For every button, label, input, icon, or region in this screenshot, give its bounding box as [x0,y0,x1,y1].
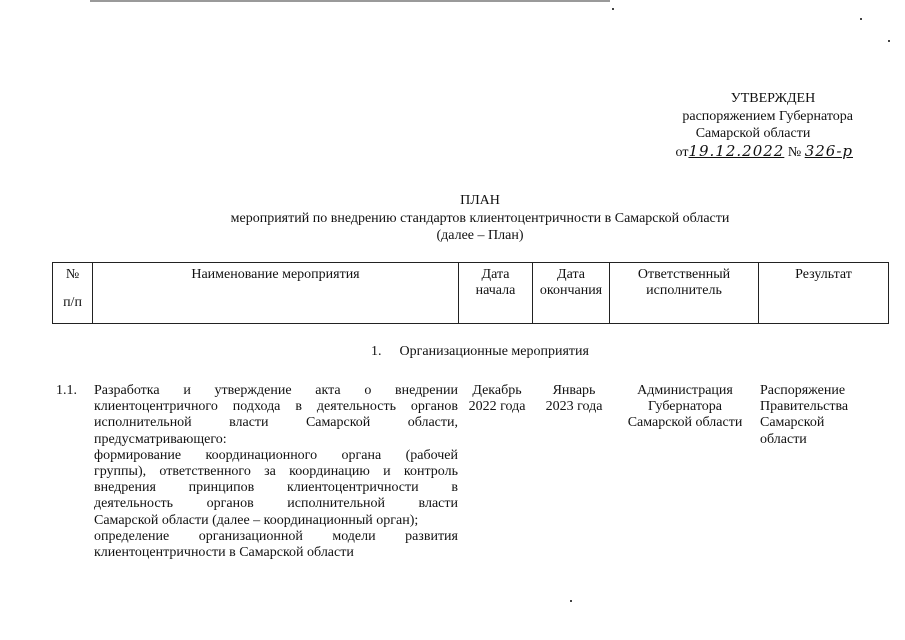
scan-speck [860,18,862,20]
row-name: Разработка и утверждение акта о внедрении клиентоцентричного подхода в деятельность органов исполнительной власти Самарской области, предусматривающего: формирование координационного органа (рабочей группы), ответственного за координацию и контроль внедрения принципов клиентоцентричности в деятельность органов исполнительной власти Самарской области (далее – координационный орган); определение организационной модели развития клиентоцентричности в Самарской области [94,383,458,561]
top-edge-line [90,0,610,2]
header-end: Дата окончания [533,263,610,324]
approval-line-2: Самарской области [695,126,811,141]
number-prefix: № [787,144,802,160]
document-note: (далее – План) [436,228,524,243]
document-title-block [0,192,905,245]
approval-block [593,90,853,161]
handwritten-number: 326-р [804,141,853,160]
row-responsible: Администрация Губернатора Самарской области [627,383,743,431]
document-title: ПЛАН [460,193,500,208]
approval-stamp: УТВЕРЖДЕН [730,91,816,106]
plan-table-header [52,262,889,324]
section-heading [0,344,905,360]
document-subtitle: мероприятий по внедрению стандартов клиентоцентричности в Самарской области [230,210,730,226]
scan-speck [570,600,572,602]
row-number: 1.1. [56,383,77,398]
row-start-date: Декабрь 2022 года [468,383,526,415]
section-number: 1. [371,344,382,359]
row-result: Распоряжение Правительства Самарской области [760,383,849,447]
approval-line-1: распоряжением Губернатора [682,108,853,124]
header-start: Дата начала [459,263,533,324]
scan-speck [888,40,890,42]
header-num: № п/п [53,263,93,324]
date-prefix: от [675,144,689,160]
handwritten-date: 19.12.2022 [688,141,785,160]
scan-speck [612,8,614,10]
header-result: Результат [759,263,889,324]
section-title: Организационные мероприятия [399,344,589,359]
approval-date-number [593,143,853,162]
header-responsible: Ответственный исполнитель [610,263,759,324]
row-end-date: Январь 2023 года [545,383,603,415]
header-name: Наименование мероприятия [93,263,459,324]
